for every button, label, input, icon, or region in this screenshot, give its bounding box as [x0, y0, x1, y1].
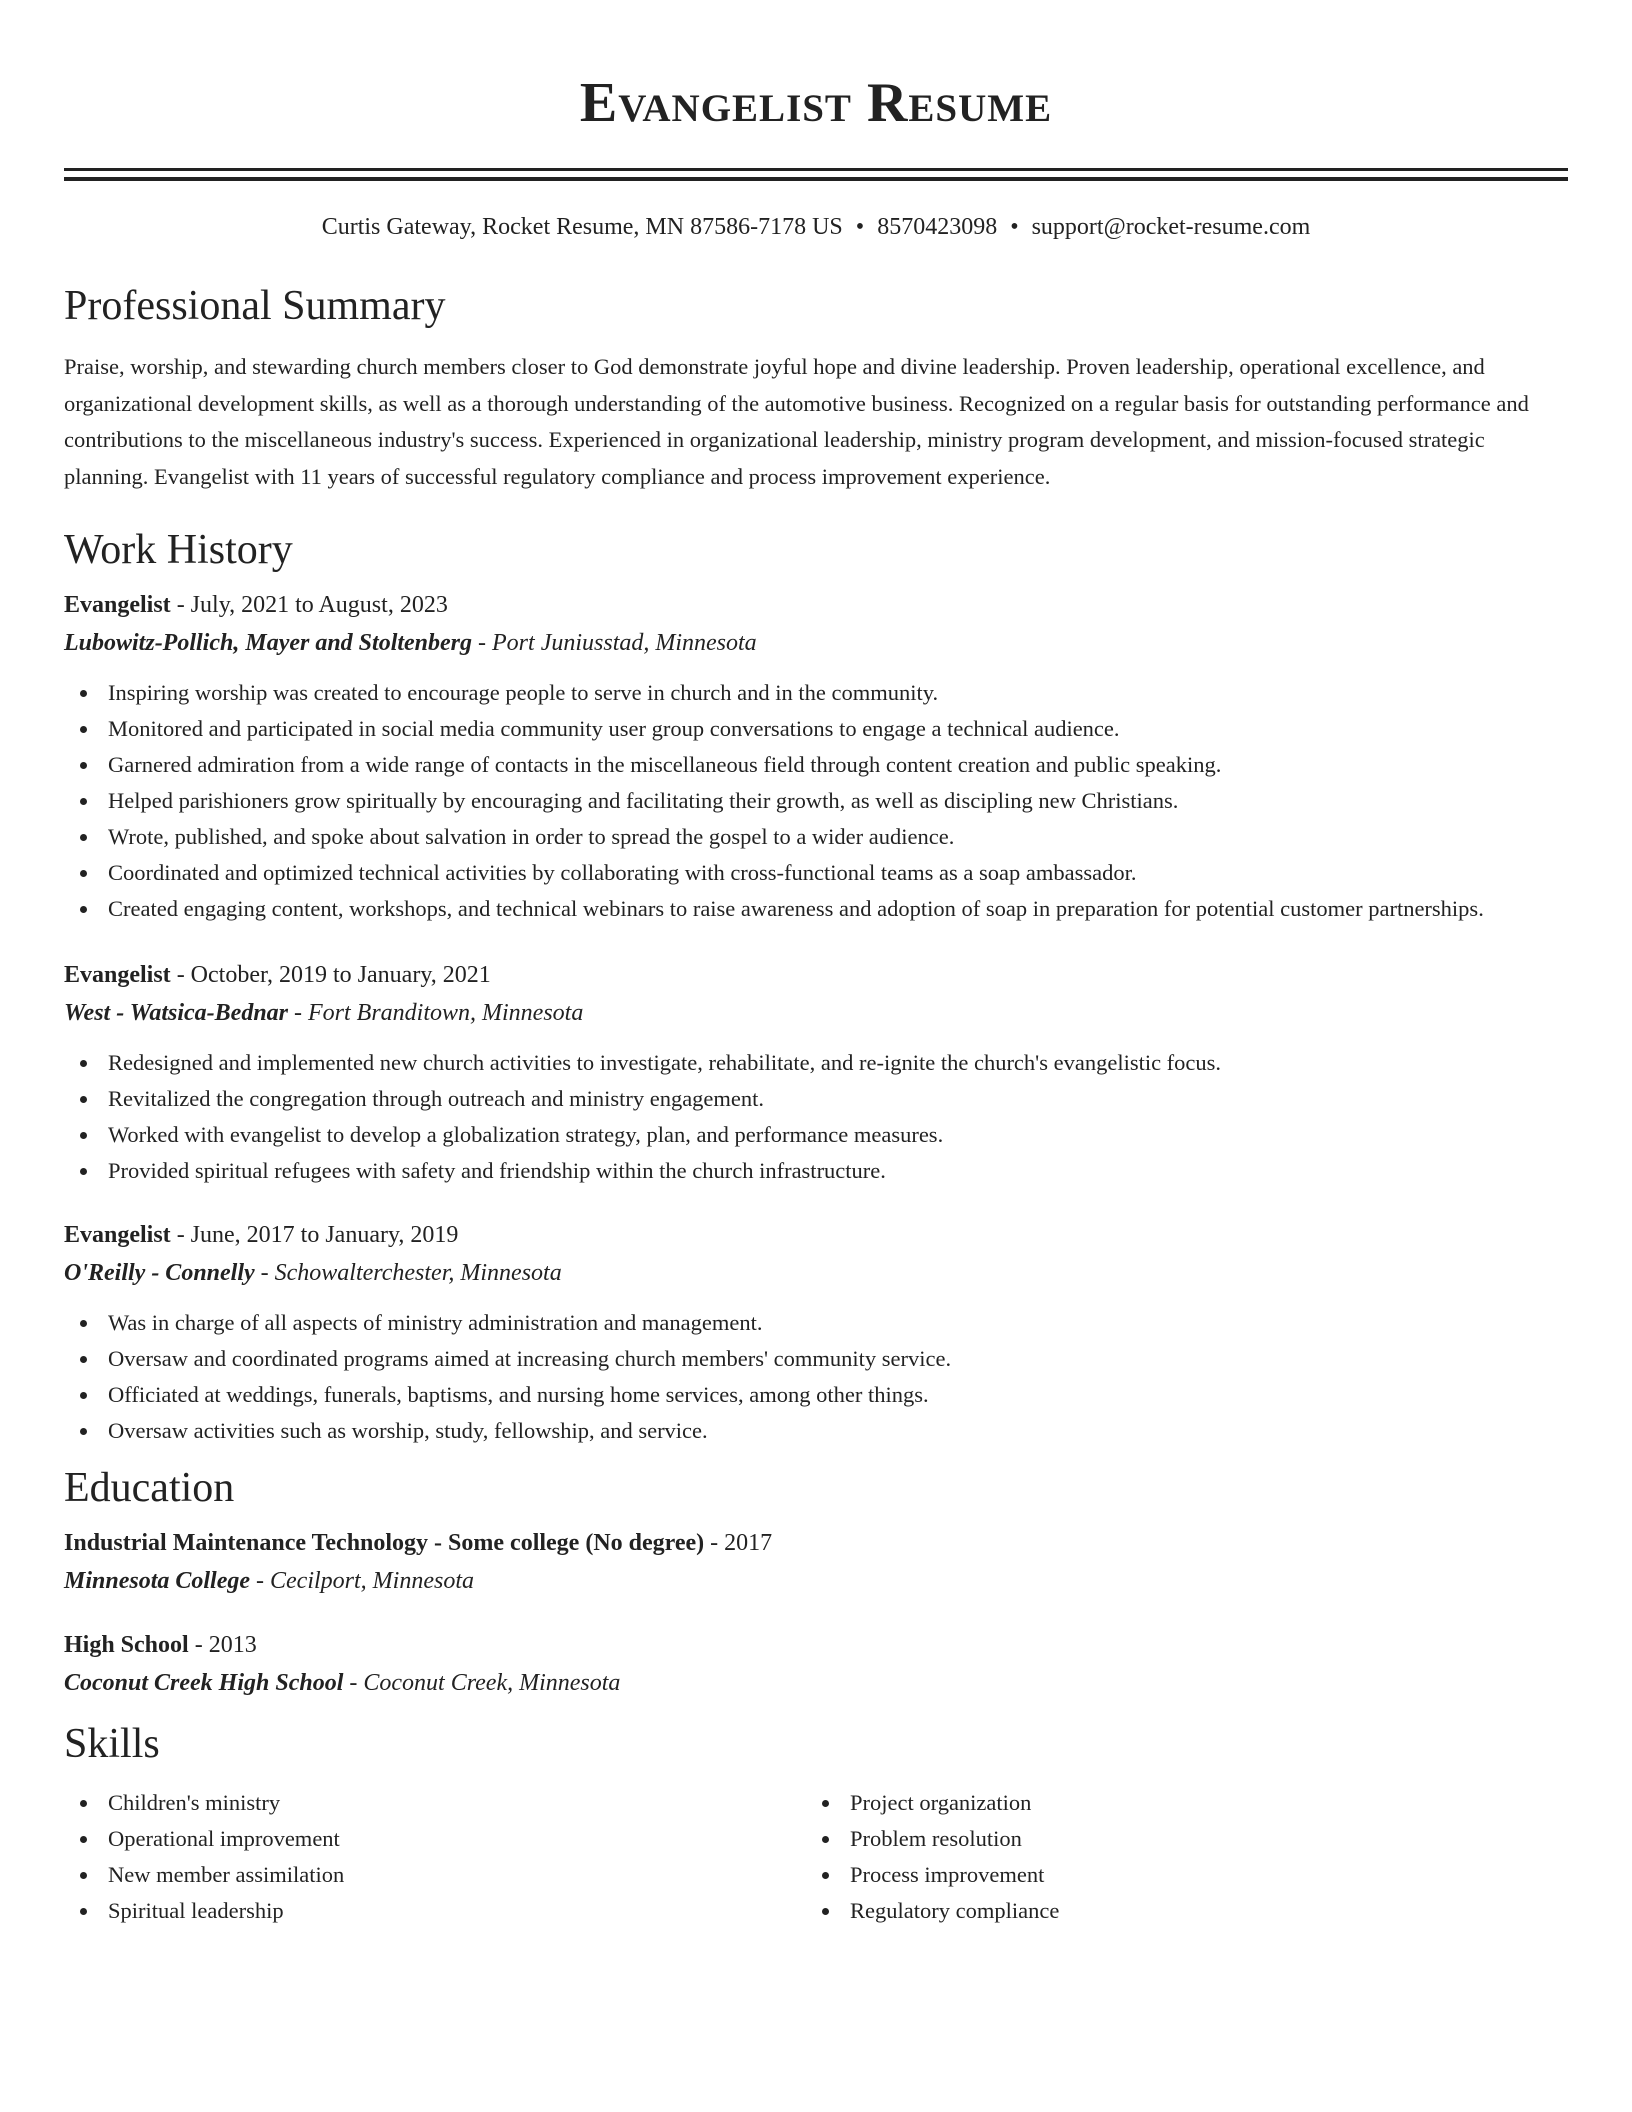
list-item: Wrote, published, and spoke about salvation in order to spread the gospel to a wider audience. — [64, 819, 1568, 855]
job-company: O'Reilly - Connelly — [64, 1260, 255, 1286]
job-company: West - Watsica-Bednar — [64, 1000, 289, 1026]
list-item: Monitored and participated in social media community user group conversations to engage a technical audience. — [64, 711, 1568, 747]
education-entry — [64, 1527, 1568, 1597]
contact-phone: 8570423098 — [877, 214, 998, 240]
list-item: Regulatory compliance — [806, 1893, 1548, 1929]
skills-column-right — [806, 1785, 1548, 1929]
job-title: Evangelist — [64, 962, 171, 988]
list-item: Was in charge of all aspects of ministry administration and management. — [64, 1305, 1568, 1341]
job-title: Evangelist — [64, 592, 171, 618]
education-header — [64, 1629, 1568, 1661]
work-history-heading: Work History — [64, 527, 293, 573]
title-rule-thick — [64, 177, 1568, 181]
skills-list — [806, 1785, 1548, 1929]
list-item: Revitalized the congregation through outreach and ministry engagement. — [64, 1081, 1568, 1117]
job-dates: - October, 2019 to January, 2021 — [170, 962, 491, 988]
list-item: Spiritual leadership — [64, 1893, 806, 1929]
job-duties-list — [64, 675, 1568, 927]
education-school: Coconut Creek High School — [64, 1670, 344, 1696]
job-duties-list — [64, 1045, 1568, 1189]
job-employer — [64, 1257, 1568, 1289]
list-item: Worked with evangelist to develop a globalization strategy, plan, and performance measures. — [64, 1117, 1568, 1153]
summary-section — [64, 281, 1568, 495]
education-location: - Coconut Creek, Minnesota — [343, 1670, 621, 1696]
list-item: Oversaw and coordinated programs aimed at increasing church members' community service. — [64, 1341, 1568, 1377]
job-dates: - July, 2021 to August, 2023 — [170, 592, 448, 618]
job-location: - Port Juniusstad, Minnesota — [472, 630, 757, 656]
job-header — [64, 589, 1568, 621]
contact-separator: • — [1010, 214, 1019, 240]
list-item: Oversaw activities such as worship, study, fellowship, and service. — [64, 1413, 1568, 1449]
job-header — [64, 959, 1568, 991]
contact-address: Curtis Gateway, Rocket Resume, MN 87586-7178 US — [321, 214, 843, 240]
list-item: Process improvement — [806, 1857, 1548, 1893]
education-location: - Cecilport, Minnesota — [250, 1568, 474, 1594]
list-item: Children's ministry — [64, 1785, 806, 1821]
skills-column-left — [64, 1785, 806, 1929]
job-entry — [64, 589, 1568, 927]
education-school-line — [64, 1565, 1568, 1597]
list-item: Project organization — [806, 1785, 1548, 1821]
education-degree: High School — [64, 1632, 189, 1658]
summary-heading: Professional Summary — [64, 283, 446, 329]
education-heading: Education — [64, 1465, 235, 1511]
job-duties-list — [64, 1305, 1568, 1449]
skills-list — [64, 1785, 806, 1929]
list-item: Problem resolution — [806, 1821, 1548, 1857]
job-entry — [64, 1219, 1568, 1449]
work-history-section — [64, 525, 1568, 1449]
list-item: Operational improvement — [64, 1821, 806, 1857]
list-item: Coordinated and optimized technical activities by collaborating with cross-functional teams as a soap ambassador. — [64, 855, 1568, 891]
skills-heading: Skills — [64, 1721, 160, 1767]
education-school-line — [64, 1667, 1568, 1699]
list-item: Garnered admiration from a wide range of contacts in the miscellaneous field through content creation and public speaking. — [64, 747, 1568, 783]
education-year: - 2017 — [704, 1530, 773, 1556]
skills-columns — [64, 1785, 1568, 1929]
list-item: Helped parishioners grow spiritually by encouraging and facilitating their growth, as well as discipling new Christians. — [64, 783, 1568, 819]
education-section — [64, 1463, 1568, 1699]
job-company: Lubowitz-Pollich, Mayer and Stoltenberg — [64, 630, 473, 656]
job-employer — [64, 627, 1568, 659]
education-year: - 2013 — [188, 1632, 257, 1658]
education-entry — [64, 1629, 1568, 1699]
list-item: Redesigned and implemented new church activities to investigate, rehabilitate, and re-ignite the church's evangelistic focus. — [64, 1045, 1568, 1081]
list-item: Inspiring worship was created to encourage people to serve in church and in the community. — [64, 675, 1568, 711]
summary-text: Praise, worship, and stewarding church members closer to God demonstrate joyful hope and divine leadership. Proven leadership, operational excellence, and organizational development skills, as well as a thorough understanding of the automotive business. Recognized on a regular basis for outstanding performance and contributions to the miscellaneous industry's success. Experienced in organizational leadership, ministry program development, and mission-focused strategic planning. Evangelist with 11 years of successful regulatory compliance and process improvement experience. — [64, 354, 1529, 489]
resume-title: Evangelist Resume — [579, 72, 1053, 134]
list-item: Created engaging content, workshops, and technical webinars to raise awareness and adoption of soap in preparation for potential customer partnerships. — [64, 891, 1568, 927]
job-entry — [64, 959, 1568, 1189]
contact-separator: • — [855, 214, 865, 240]
job-dates: - June, 2017 to January, 2019 — [170, 1222, 459, 1248]
education-school: Minnesota College — [64, 1568, 251, 1594]
job-title: Evangelist — [64, 1222, 171, 1248]
contact-email: support@rocket-resume.com — [1031, 214, 1311, 240]
title-rule-thin — [64, 168, 1568, 171]
list-item: New member assimilation — [64, 1857, 806, 1893]
education-header — [64, 1527, 1568, 1559]
job-location: - Fort Branditown, Minnesota — [288, 1000, 584, 1026]
job-employer — [64, 997, 1568, 1029]
resume-page — [64, 0, 1568, 1929]
skills-section — [64, 1719, 1568, 1929]
job-header — [64, 1219, 1568, 1251]
contact-line — [64, 211, 1568, 243]
job-location: - Schowalterchester, Minnesota — [254, 1260, 562, 1286]
list-item: Provided spiritual refugees with safety and friendship within the church infrastructure. — [64, 1153, 1568, 1189]
list-item: Officiated at weddings, funerals, baptisms, and nursing home services, among other things. — [64, 1377, 1568, 1413]
education-degree: Industrial Maintenance Technology - Some college (No degree) — [64, 1530, 705, 1556]
